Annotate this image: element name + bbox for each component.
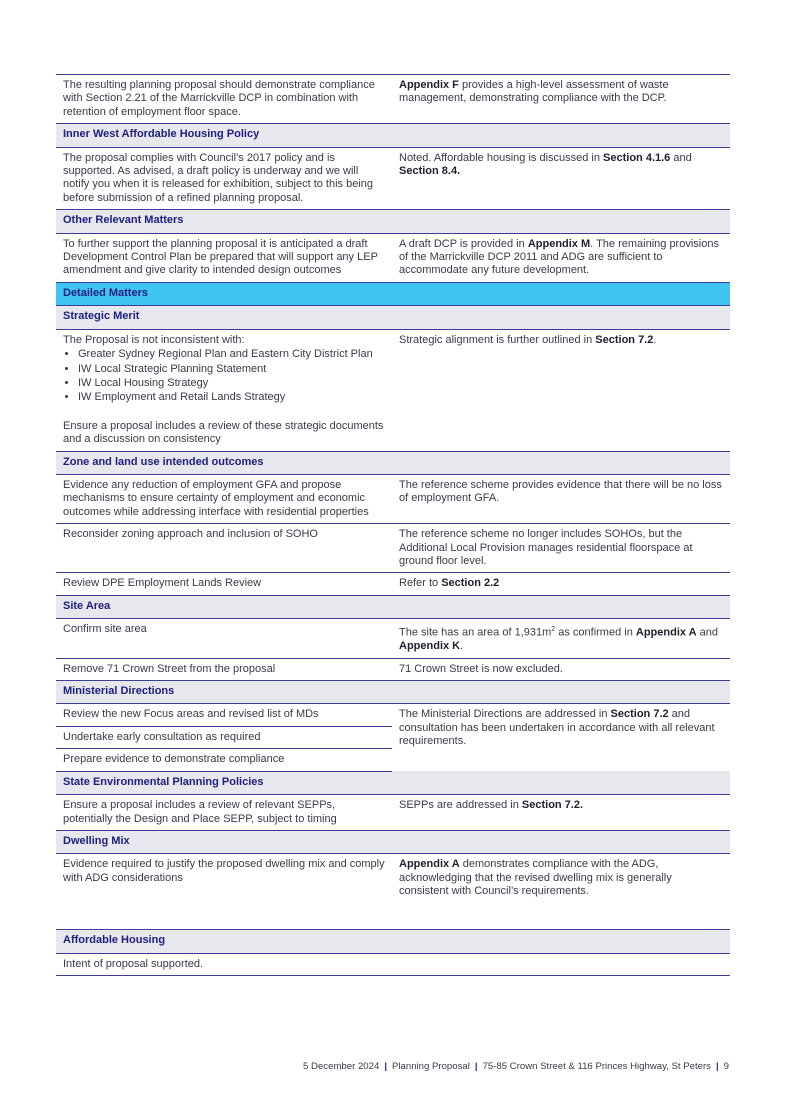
- section-heading-blank: [392, 210, 730, 233]
- response-text: as confirmed in: [555, 626, 636, 639]
- response-text: . The remaining provisions of the Marrickville DCP 2011 and ADG are sufficient to accommodate any future development.: [399, 237, 719, 277]
- response-cell: [392, 329, 730, 451]
- response-cell: [392, 854, 730, 930]
- table-row: [56, 658, 730, 680]
- response-text: Noted. Affordable housing is discussed in: [399, 151, 604, 164]
- response-text: The site has an area of 1,931m: [399, 626, 552, 639]
- page-number: 9: [723, 1061, 729, 1072]
- matter-intro: The Proposal is not inconsistent with:: [63, 333, 245, 346]
- response-text: .: [653, 333, 657, 346]
- table-row: [56, 573, 730, 595]
- section-heading-row: [56, 451, 730, 474]
- response-cell: [392, 75, 730, 124]
- response-text: SEPPs are addressed in: [399, 799, 522, 812]
- footer-site: 75-85 Crown Street & 116 Princes Highway, St Peters: [482, 1061, 711, 1072]
- section-heading-blank: [392, 306, 730, 329]
- section-heading-blank: [392, 830, 730, 853]
- section-heading: Affordable Housing: [56, 930, 392, 953]
- section-heading: Dwelling Mix: [56, 830, 392, 853]
- section-heading: Other Relevant Matters: [56, 210, 392, 233]
- response-cell: The reference scheme provides evidence that there will be no loss of employment GFA.: [392, 474, 730, 523]
- appendix-ref: Appendix M: [527, 237, 591, 250]
- response-cell: 71 Crown Street is now excluded.: [392, 658, 730, 680]
- matter-cell: Review the new Focus areas and revised list of MDs: [56, 704, 392, 726]
- table-row: [56, 524, 730, 573]
- list-item: • IW Local Strategic Planning Statement: [78, 363, 385, 376]
- response-text: demonstrates compliance with the ADG, acknowledging that the revised dwelling mix is generally consistent with Council’s requirements.: [399, 858, 672, 898]
- section-heading-row: [56, 771, 730, 794]
- major-heading: Detailed Matters: [56, 282, 392, 305]
- response-text: The Ministerial Directions are addressed in: [399, 708, 611, 721]
- response-cell: [392, 953, 730, 975]
- section-heading-row: [56, 930, 730, 953]
- table-row: [56, 75, 730, 124]
- response-cell: [392, 147, 730, 210]
- table-row: [56, 619, 730, 658]
- matter-cell: [56, 329, 392, 451]
- matter-cell: Confirm site area: [56, 619, 392, 658]
- table-row: [56, 704, 730, 726]
- response-text: and: [670, 151, 692, 164]
- strategy-list: [63, 348, 385, 405]
- response-text: Refer to: [399, 577, 442, 590]
- section-ref: Section 7.2: [610, 708, 669, 721]
- response-text: and: [696, 626, 719, 639]
- appendix-ref: Appendix F: [399, 79, 459, 91]
- matter-cell: Remove 71 Crown Street from the proposal: [56, 658, 392, 680]
- major-heading-row: [56, 282, 730, 305]
- section-heading: Strategic Merit: [56, 306, 392, 329]
- table-row: [56, 854, 730, 930]
- matter-cell: [56, 75, 392, 124]
- matter-cell: Intent of proposal supported.: [56, 953, 392, 975]
- section-heading: Inner West Affordable Housing Policy: [56, 124, 392, 147]
- list-item: • IW Employment and Retail Lands Strategy: [78, 391, 385, 404]
- footer-date: 5 December 2024: [303, 1061, 380, 1072]
- matter-cell: The proposal complies with Council’s 2017 policy and is supported. As advised, a draft policy is underway and we will notify you when it is released for exhibition, subject to this being before submission of a refined planning proposal.: [56, 147, 392, 210]
- section-heading-row: [56, 124, 730, 147]
- response-text: Strategic alignment is further outlined in: [399, 333, 596, 346]
- page-footer: [303, 1060, 729, 1073]
- list-item: • Greater Sydney Regional Plan and Eastern City District Plan: [78, 348, 385, 361]
- response-cell: [392, 795, 730, 831]
- section-heading-blank: [392, 930, 730, 953]
- appendix-ref: Appendix A: [399, 858, 460, 871]
- section-heading-row: [56, 830, 730, 853]
- matter-cell: Prepare evidence to demonstrate compliance: [56, 749, 392, 771]
- matters-table: [56, 74, 730, 976]
- appendix-ref: Appendix K: [399, 640, 461, 653]
- section-ref: Section 4.1.6: [603, 151, 671, 164]
- response-cell: [392, 573, 730, 595]
- section-heading: Ministerial Directions: [56, 681, 392, 704]
- section-heading-row: [56, 595, 730, 618]
- section-ref: Section 8.4.: [399, 165, 461, 178]
- table-row: [56, 233, 730, 282]
- superscript: 2: [551, 626, 556, 634]
- table-row: [56, 953, 730, 975]
- section-ref: Section 7.2: [595, 333, 654, 346]
- section-heading-row: [56, 306, 730, 329]
- matter-cell: Reconsider zoning approach and inclusion of SOHO: [56, 524, 392, 573]
- footer-separator: |: [715, 1061, 719, 1072]
- footer-separator: |: [474, 1061, 478, 1072]
- section-heading-row: [56, 210, 730, 233]
- list-item: • IW Local Housing Strategy: [78, 377, 385, 390]
- response-text: A draft DCP is provided in: [399, 237, 528, 250]
- section-heading-blank: [392, 771, 730, 794]
- response-cell: [392, 704, 730, 771]
- matter-cell: Evidence any reduction of employment GFA and propose mechanisms to ensure certainty of employment and economic outcomes while addressing interface with residential properties: [56, 474, 392, 523]
- section-heading-blank: [392, 595, 730, 618]
- response-cell: [392, 619, 730, 658]
- matter-outro: Ensure a proposal includes a review of these strategic documents and a discussion on consistency: [63, 419, 384, 446]
- table-row: [56, 329, 730, 451]
- table-row: [56, 147, 730, 210]
- major-heading-blank: [392, 282, 730, 305]
- table-row: [56, 474, 730, 523]
- matter-text: The resulting planning proposal should demonstrate compliance with Section 2.21 of the Marrickville DCP in combination with retention of employment floor space.: [63, 79, 375, 118]
- response-cell: [392, 233, 730, 282]
- table-row: [56, 795, 730, 831]
- section-heading-blank: [392, 124, 730, 147]
- appendix-ref: Appendix A: [635, 626, 697, 639]
- response-text: .: [460, 640, 464, 653]
- matter-cell: Ensure a proposal includes a review of relevant SEPPs, potentially the Design and Place SEPP, subject to timing: [56, 795, 392, 831]
- response-text: and consultation has been undertaken in accordance with all relevant requirements.: [399, 708, 715, 748]
- section-heading-row: [56, 681, 730, 704]
- matter-cell: Evidence required to justify the proposed dwelling mix and comply with ADG considerations: [56, 854, 392, 930]
- section-ref: Section 7.2.: [521, 799, 584, 812]
- section-ref: Section 2.2: [441, 577, 500, 590]
- spacer: [63, 406, 385, 420]
- section-heading-blank: [392, 681, 730, 704]
- matter-cell: Undertake early consultation as required: [56, 726, 392, 748]
- response-cell: The reference scheme no longer includes SOHOs, but the Additional Local Provision manages residential floorspace at ground floor level.: [392, 524, 730, 573]
- section-heading: Zone and land use intended outcomes: [56, 451, 392, 474]
- response-text: provides a high-level assessment of waste management, demonstrating compliance with the DCP.: [399, 79, 669, 105]
- section-heading-blank: [392, 451, 730, 474]
- matter-cell: To further support the planning proposal it is anticipated a draft Development Control Plan be prepared that will support any LEP amendment and give clarity to intended design outcomes: [56, 233, 392, 282]
- footer-separator: |: [384, 1061, 387, 1072]
- section-heading: State Environmental Planning Policies: [56, 771, 392, 794]
- footer-document: Planning Proposal: [392, 1061, 470, 1072]
- section-heading: Site Area: [56, 595, 392, 618]
- matter-cell: Review DPE Employment Lands Review: [56, 573, 392, 595]
